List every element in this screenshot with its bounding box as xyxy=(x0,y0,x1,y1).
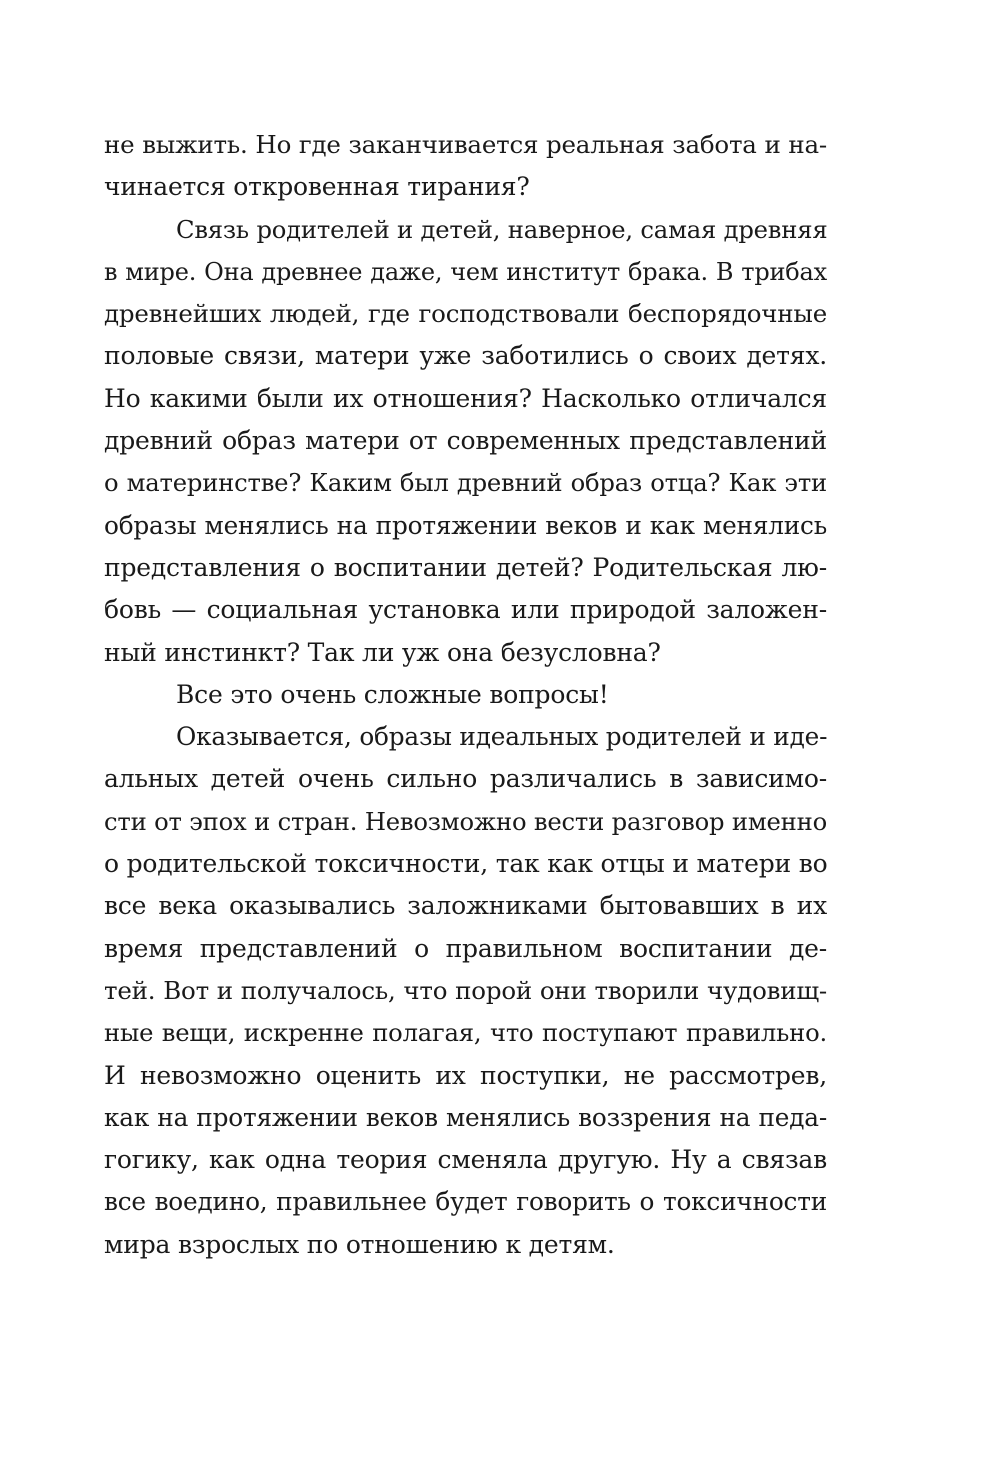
text-line: не выжить. Но где заканчивается реальная забота и на- xyxy=(104,130,827,159)
text-line: гогику, как одна теория сменяла другую. Ну а связав xyxy=(104,1145,827,1175)
text-line: древний образ матери от современных представлений xyxy=(104,426,827,456)
text-line: Связь родителей и детей, наверное, самая древняя xyxy=(176,214,828,244)
text-line: в мире. Она древнее даже, чем институт брака. В трибах xyxy=(104,257,827,286)
text-line: о материнстве? Каким был древний образ отца? Как эти xyxy=(104,468,827,498)
text-line: тей. Вот и получалось, что порой они творили чудовищ- xyxy=(104,975,827,1005)
text-line: альных детей очень сильно различались в зависимо- xyxy=(104,764,827,794)
text-line: И невозможно оценить их поступки, не рассмотрев, xyxy=(104,1060,827,1090)
text-line: половые связи, матери уже заботились о своих детях. xyxy=(104,341,827,371)
text-line: сти от эпох и стран. Невозможно вести разговор именно xyxy=(104,806,827,836)
text-line: образы менялись на протяжении веков и как менялись xyxy=(104,510,827,540)
text-line: древнейших людей, где господствовали беспорядочные xyxy=(104,299,827,329)
text-line: ный инстинкт? Так ли уж она безусловна? xyxy=(104,637,661,667)
text-line: время представлений о правильном воспитании де- xyxy=(104,933,827,963)
text-line: бовь — социальная установка или природой заложен- xyxy=(104,595,827,625)
text-line: как на протяжении веков менялись воззрения на педа- xyxy=(104,1102,827,1132)
text-line: ные вещи, искренне полагая, что поступают правильно. xyxy=(104,1018,827,1048)
text-line: о родительской токсичности, так как отцы и матери во xyxy=(104,849,828,879)
text-line: Оказывается, образы идеальных родителей и иде- xyxy=(176,722,828,752)
text-line: Все это очень сложные вопросы! xyxy=(176,679,609,709)
body-text xyxy=(104,124,827,1266)
text-line: все века оказывались заложниками бытовавших в их xyxy=(104,891,827,921)
text-line: чинается откровенная тирания? xyxy=(104,172,530,202)
text-line: Но какими были их отношения? Насколько отличался xyxy=(104,383,827,413)
text-line: мира взрослых по отношению к детям. xyxy=(104,1229,615,1259)
text-line: все воедино, правильнее будет говорить о токсичности xyxy=(104,1187,827,1217)
text-line: представления о воспитании детей? Родительская лю- xyxy=(104,552,827,582)
